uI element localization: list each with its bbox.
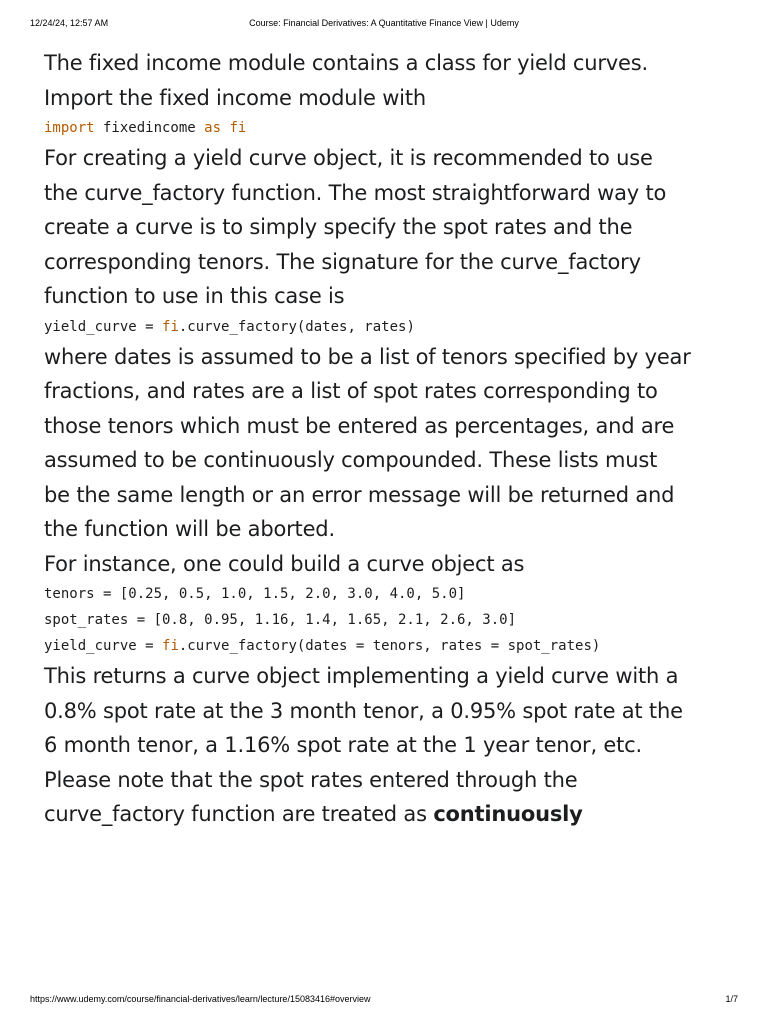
code-text: yield_curve =: [44, 318, 163, 335]
import-code-block: [44, 115, 744, 141]
where-line: the function will be aborted.: [44, 517, 335, 541]
intro-paragraph: [44, 46, 744, 115]
print-page-title: Course: Financial Derivatives: A Quantitative Finance View | Udemy: [249, 18, 519, 28]
print-page-number: 1/7: [725, 994, 738, 1004]
where-line: fractions, and rates are a list of spot rates corresponding to: [44, 379, 658, 403]
code-alias: fi: [229, 120, 247, 136]
creating-paragraph: [44, 141, 744, 314]
creating-line: create a curve is to simply specify the spot rates and the: [44, 215, 633, 239]
creating-line: function to use in this case is: [44, 284, 345, 308]
note-line: curve_factory function are treated as: [44, 802, 434, 826]
note-paragraph: [44, 763, 744, 832]
code-text: .curve_factory(dates, rates): [178, 318, 415, 335]
returns-line: 0.8% spot rate at the 3 month tenor, a 0.95% spot rate at the: [44, 698, 683, 723]
example-code-block: [44, 581, 744, 659]
returns-paragraph: [44, 659, 744, 763]
where-line: those tenors which must be entered as percentages, and are: [44, 413, 675, 438]
code-keyword: as: [204, 120, 222, 136]
creating-line: For creating a yield curve object, it is recommended to use: [44, 146, 653, 170]
creating-line: corresponding tenors. The signature for the curve_factory: [44, 249, 641, 274]
instance-paragraph: For instance, one could build a curve object as: [44, 551, 525, 576]
code-text: .curve_factory(dates = tenors, rates = spot_rates): [178, 638, 601, 654]
code-alias: fi: [162, 318, 179, 335]
print-header: [30, 18, 738, 32]
code-text: yield_curve =: [44, 638, 163, 654]
creating-line: the curve_factory function. The most straightforward way to: [44, 180, 667, 205]
returns-line: This returns a curve object implementing a yield curve with a: [44, 664, 679, 688]
where-line: where dates is assumed to be a list of tenors specified by year: [44, 344, 691, 369]
signature-code-block: [44, 314, 744, 340]
note-emphasis: continuously: [433, 802, 583, 826]
code-text: fixedincome: [94, 120, 205, 136]
print-url: https://www.udemy.com/course/financial-derivatives/learn/lecture/15083416#overview: [30, 994, 371, 1004]
code-line-spot-rates: spot_rates = [0.8, 0.95, 1.16, 1.4, 1.65, 2.1, 2.6, 3.0]: [44, 612, 517, 628]
print-footer: [30, 994, 738, 1008]
returns-line: 6 month tenor, a 1.16% spot rate at the 1 year tenor, etc.: [44, 733, 643, 757]
code-keyword: import: [44, 120, 95, 136]
intro-line: Import the fixed income module with: [44, 85, 426, 110]
lecture-content: [44, 46, 744, 832]
where-line: assumed to be continuously compounded. These lists must: [44, 448, 658, 472]
print-datetime: 12/24/24, 12:57 AM: [30, 18, 109, 28]
code-alias: fi: [162, 638, 179, 654]
where-paragraph: [44, 340, 744, 547]
note-line: Please note that the spot rates entered through the: [44, 767, 578, 792]
code-line-tenors: tenors = [0.25, 0.5, 1.0, 1.5, 2.0, 3.0, 4.0, 5.0]: [44, 586, 466, 602]
where-line: be the same length or an error message will be returned and: [44, 482, 675, 507]
intro-line: The fixed income module contains a class for yield curves.: [44, 51, 648, 75]
